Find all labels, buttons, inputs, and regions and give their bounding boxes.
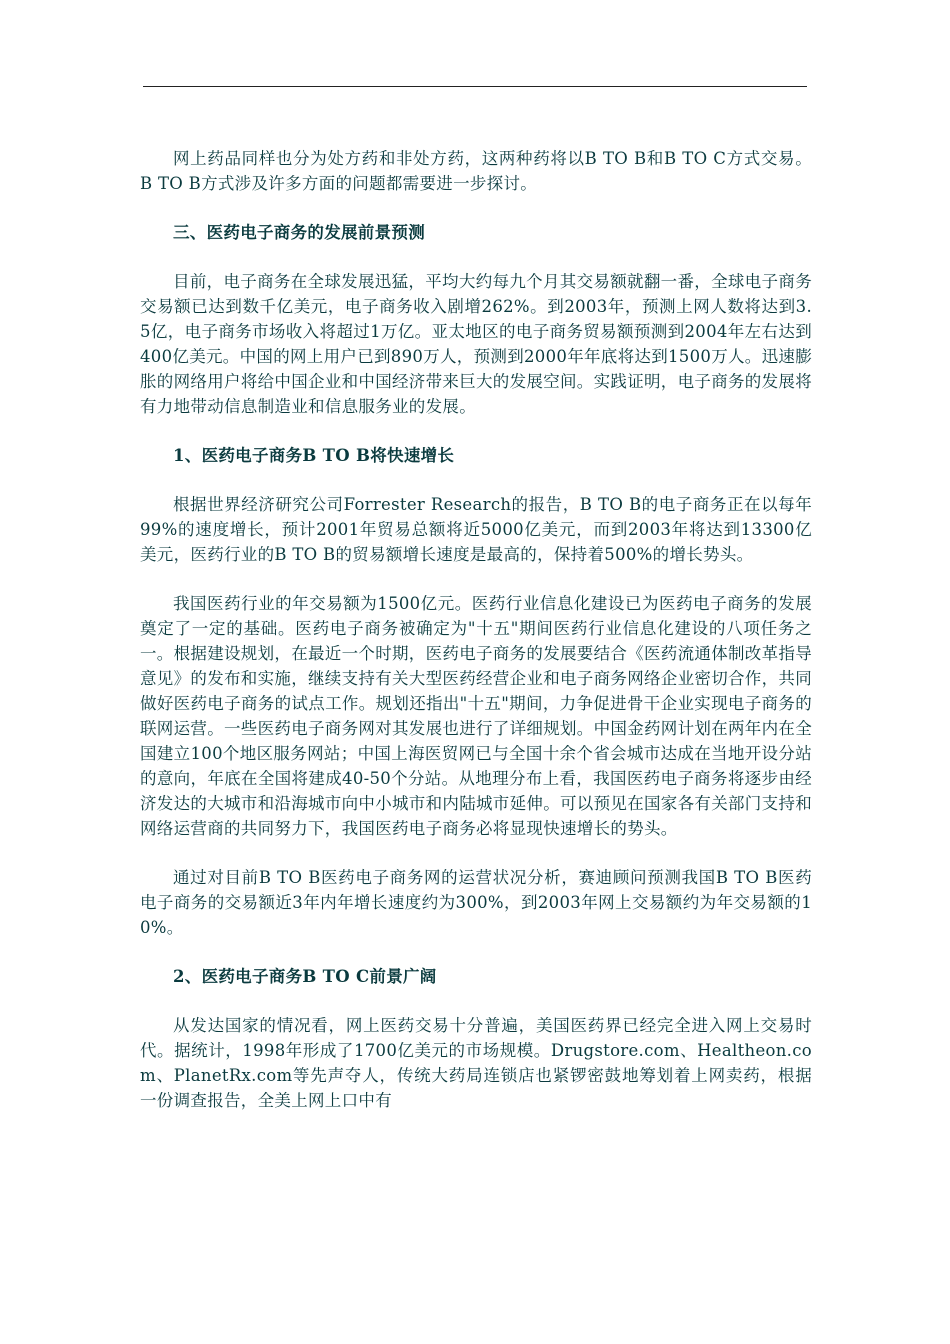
- paragraph: 目前，电子商务在全球发展迅猛，平均大约每九个月其交易额就翻一番，全球电子商务交易额已达到数千亿美元，电子商务收入剧增262%。到2003年，预测上网人数将达到3.5亿，电子商务市场收入将超过1万亿。亚太地区的电子商务贸易额预测到2004年左右达到400亿美元。中国的网上用户已到890万人，预测到2000年年底将达到1500万人。迅速膨胀的网络用户将给中国企业和中国经济带来巨大的发展空间。实践证明，电子商务的发展将有力地带动信息制造业和信息服务业的发展。: [140, 272, 812, 416]
- header-rule: [143, 86, 807, 87]
- document-body: [140, 146, 812, 1113]
- paragraph: 从发达国家的情况看，网上医药交易十分普遍，美国医药界已经完全进入网上交易时代。据统计，1998年形成了1700亿美元的市场规模。Drugstore.com、Healtheon.com、PlanetRx.com等先声夺人，传统大药局连锁店也紧锣密鼓地筹划着上网卖药，根据一份调查报告，全美上网上口中有: [140, 1016, 812, 1110]
- subsection-heading: 2、医药电子商务B TO C前景广阔: [173, 967, 437, 986]
- paragraph: 通过对目前B TO B医药电子商务网的运营状况分析，赛迪顾问预测我国B TO B医药电子商务的交易额近3年内年增长速度约为300%，到2003年网上交易额约为年交易额的10%。: [140, 868, 812, 937]
- paragraph: 网上药品同样也分为处方药和非处方药，这两种药将以B TO B和B TO C方式交易。B TO B方式涉及许多方面的问题都需要进一步探讨。: [140, 149, 812, 193]
- subsection-heading: 1、医药电子商务B TO B将快速增长: [173, 446, 455, 465]
- section-heading: 三、医药电子商务的发展前景预测: [173, 223, 425, 242]
- paragraph: 我国医药行业的年交易额为1500亿元。医药行业信息化建设已为医药电子商务的发展奠定了一定的基础。医药电子商务被确定为"十五"期间医药行业信息化建设的八项任务之一。根据建设规划，在最近一个时期，医药电子商务的发展要结合《医药流通体制改革指导意见》的发布和实施，继续支持有关大型医药经营企业和电子商务网络企业密切合作，共同做好医药电子商务的试点工作。规划还指出"十五"期间，力争促进骨干企业实现电子商务的联网运营。一些医药电子商务网对其发展也进行了详细规划。中国金药网计划在两年内在全国建立100个地区服务网站；中国上海医贸网已与全国十余个省会城市达成在当地开设分站的意向，年底在全国将建成40-50个分站。从地理分布上看，我国医药电子商务将逐步由经济发达的大城市和沿海城市向中小城市和内陆城市延伸。可以预见在国家各有关部门支持和网络运营商的共同努力下，我国医药电子商务必将显现快速增长的势头。: [140, 594, 812, 838]
- paragraph: 根据世界经济研究公司Forrester Research的报告，B TO B的电子商务正在以每年99%的速度增长，预计2001年贸易总额将近5000亿美元，而到2003年将达到13300亿美元，医药行业的B TO B的贸易额增长速度是最高的，保持着500%的增长势头。: [140, 495, 812, 564]
